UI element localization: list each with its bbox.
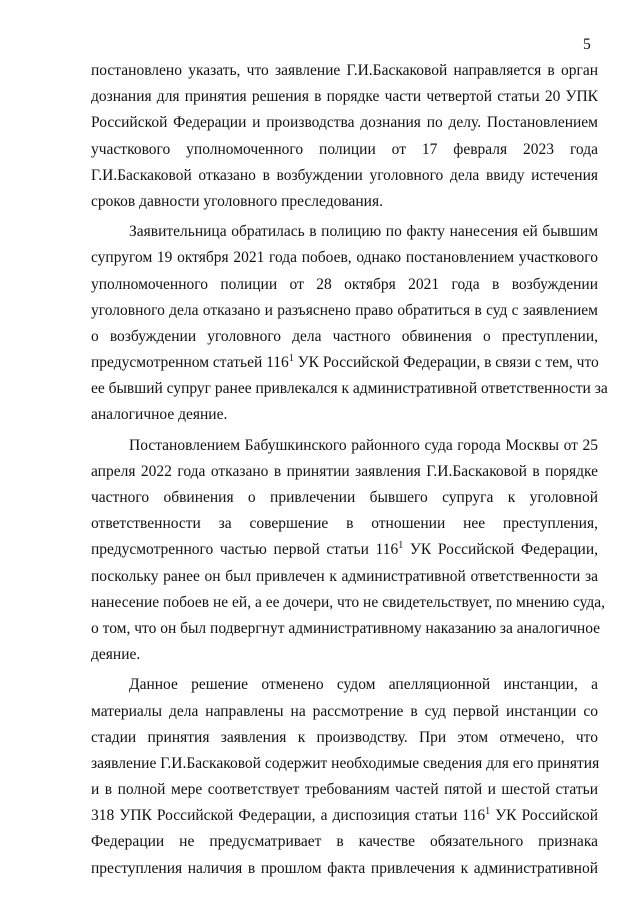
text-line: дознания для принятия решения в порядке части четвертой статьи 20 УПК [91, 88, 598, 106]
superscript: 1 [288, 353, 294, 365]
paragraph-first-line: Постановлением Бабушкинского районного суда города Москвы от 25 [129, 436, 598, 454]
text-line: поскольку ранее он был привлечен к административной ответственности за [91, 567, 598, 585]
paragraph-first-line: Данное решение отменено судом апелляционной инстанции, а [129, 676, 598, 694]
text-line: стадии принятия заявления к производству. При этом отмечено, что [91, 728, 598, 746]
superscript: 1 [485, 806, 491, 818]
text-line: ответственности за совершение в отношении нее преступления, [91, 515, 598, 533]
text-line: 318 УПК Российской Федерации, а диспозиция статьи $116^1$ УК Российской [91, 806, 598, 825]
superscript: 1 [398, 540, 404, 552]
text-line: преступления наличия в прошлом факта привлечения к административной [91, 859, 598, 877]
text-line: постановлено указать, что заявление Г.И.Баскаковой направляется в орган [91, 62, 598, 79]
text-line: частного обвинения о привлечении бывшего супруга к уголовной [91, 489, 598, 506]
text-line: ее бывший супруг ранее привлекался к административной ответственности за [91, 380, 608, 398]
text-line: аналогичное деяние. [91, 406, 228, 424]
text-line: материалы дела направлены на рассмотрение в суд первой инстанции со [91, 702, 598, 720]
text-line: предусмотренного частью первой статьи $116^1$ УК Российской Федерации, [91, 540, 598, 559]
page-number: 5 [583, 36, 591, 53]
paragraph-first-line: Заявительница обратилась в полицию по факту нанесения ей бывшим [129, 223, 598, 241]
text-line: участкового уполномоченного полиции от 17 февраля 2023 года [91, 140, 598, 158]
text-line: о возбуждении уголовного дела частного обвинения о преступлении, [91, 327, 598, 345]
text-line: уголовного дела отказано и разъяснено право обратиться в суд с заявлением [91, 301, 598, 319]
text-line: о том, что он был подвергнут административному наказанию за аналогичное [91, 619, 601, 637]
text-line: Г.И.Баскаковой отказано в возбуждении уголовного дела ввиду истечения [91, 166, 598, 184]
text-line: апреля 2022 года отказано в принятии заявления Г.И.Баскаковой в порядке [91, 462, 598, 480]
text-line: и в полной мере соответствует требованиям частей пятой и шестой статьи [91, 781, 598, 799]
text-line: Российской Федерации и производства дознания по делу. Постановлением [91, 114, 598, 132]
text-line: уполномоченного полиции от 28 октября 2021 года в возбуждении [91, 275, 598, 293]
text-line: супругом 19 октября 2021 года побоев, однако постановлением участкового [91, 249, 598, 267]
document-body [91, 58, 608, 882]
text-line: предусмотренном статьей $116^1$ УК Российской Федерации, в связи с тем, что [91, 353, 599, 372]
text-line: нанесение побоев не ей, а ее дочери, что не свидетельствует, по мнению суда, [91, 593, 606, 611]
text-line: деяние. [91, 646, 141, 664]
text-line: заявление Г.И.Баскаковой содержит необходимые сведения для его принятия [91, 754, 600, 772]
text-line: сроков давности уголовного преследования. [91, 192, 383, 210]
text-line: Федерации не предусматривает в качестве обязательного признака [91, 833, 598, 851]
